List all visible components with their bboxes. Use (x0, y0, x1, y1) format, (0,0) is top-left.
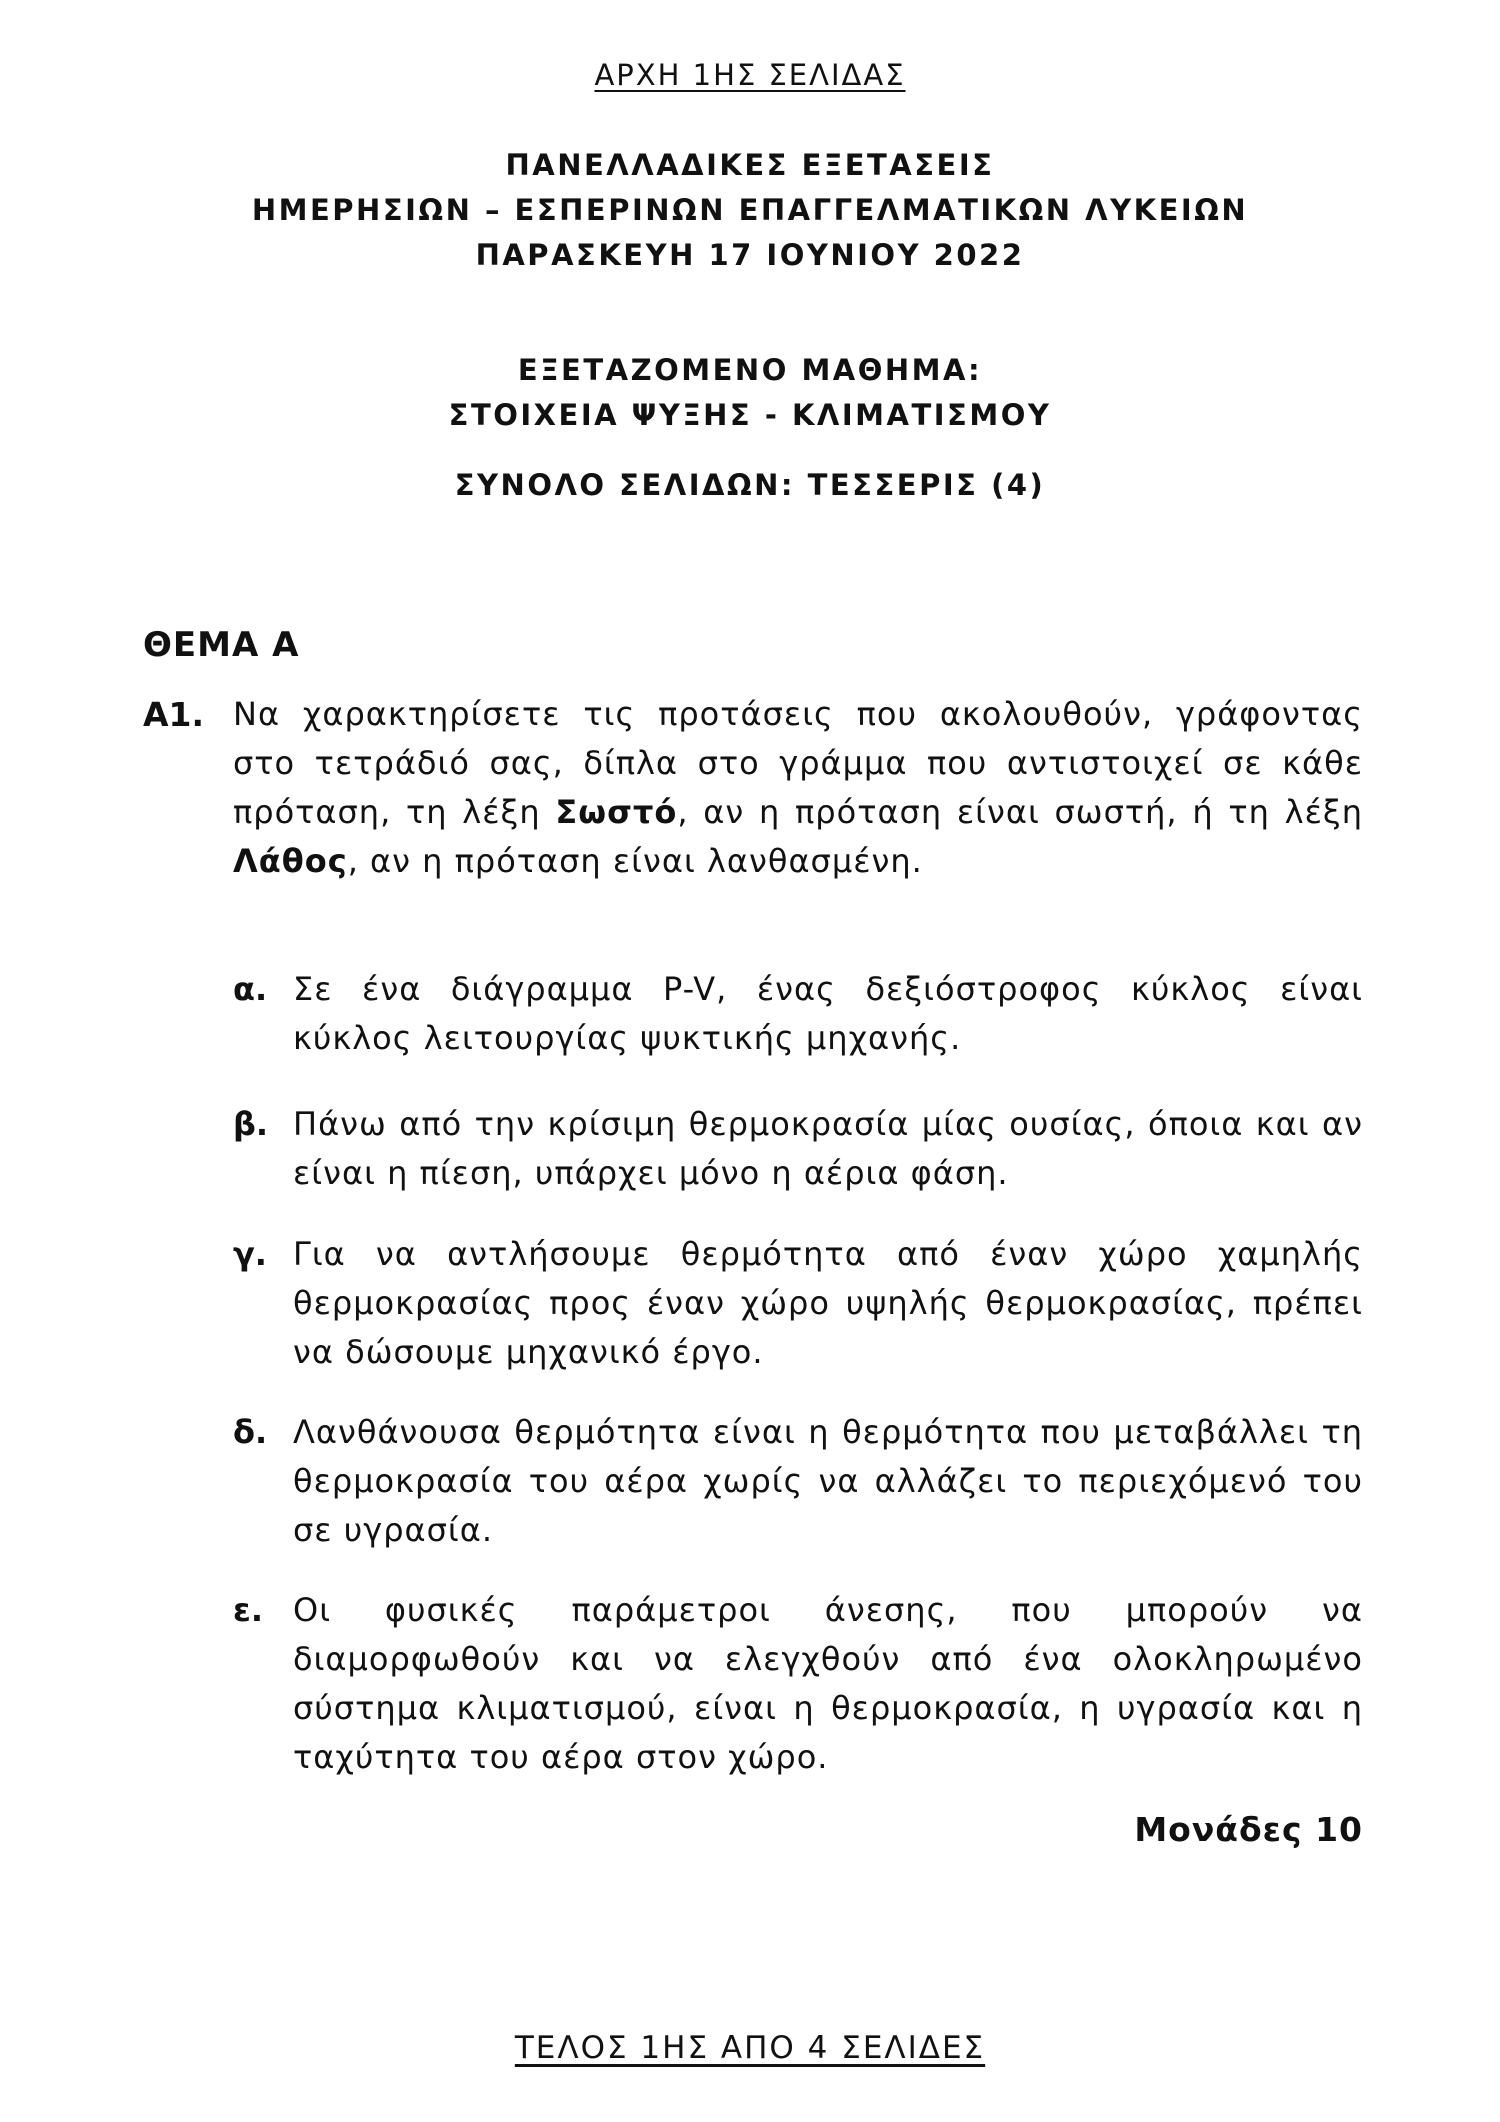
statement-text: Λανθάνουσα θερμότητα είναι η θερμότητα που μεταβάλλει τη θερμοκρασία του αέρα χωρίς να αλλάζει το περιεχόμενό του σε υγρασία. (293, 1413, 1363, 1549)
statement-letter: δ. (233, 1413, 268, 1451)
question-text (233, 690, 1363, 886)
statement-letter: α. (233, 970, 268, 1008)
exam-header (0, 143, 1500, 278)
page-footer: ΤΕΛΟΣ 1ΗΣ ΑΠΟ 4 ΣΕΛΙΔΕΣ (514, 2030, 986, 2066)
subject-block (0, 348, 1500, 438)
total-pages (0, 463, 1500, 508)
exam-header-line-3: ΠΑΡΑΣΚΕΥΗ 17 ΙΟΥΝΙΟΥ 2022 (475, 238, 1025, 272)
question-text-part1: Να χαρακτηρίσετε τις προτάσεις που ακολουθούν, γράφοντας στο τετράδιό σας, δίπλα στο γράμμα που αντιστοιχεί σε κάθε πρόταση, τη λέξη (233, 695, 1363, 831)
question-text-part3: , αν η πρόταση είναι λανθασμένη. (347, 842, 923, 880)
page-header: ΑΡΧΗ 1ΗΣ ΣΕΛΙΔΑΣ (594, 58, 906, 92)
subject-name: ΣΤΟΙΧΕΙΑ ΨΥΞΗΣ - ΚΛΙΜΑΤΙΣΜΟΥ (448, 398, 1052, 432)
statement-letter: ε. (233, 1591, 263, 1629)
statement-text: Πάνω από την κρίσιμη θερμοκρασία μίας ουσίας, όποια και αν είναι η πίεση, υπάρχει μόνο η αέρια φάση. (293, 1105, 1363, 1192)
keyword-wrong: Λάθος (233, 842, 348, 880)
exam-header-line-1: ΠΑΝΕΛΛΑΔΙΚΕΣ ΕΞΕΤΑΣΕΙΣ (505, 148, 995, 182)
question-text-part2: , αν η πρόταση είναι σωστή, ή τη λέξη (677, 793, 1364, 831)
statement-text: Για να αντλήσουμε θερμότητα από έναν χώρο χαμηλής θερμοκρασίας προς έναν χώρο υψηλής θερμοκρασίας, πρέπει να δώσουμε μηχανικό έργο. (293, 1235, 1363, 1371)
marks-label: Μονάδες 10 (1134, 1810, 1363, 1849)
exam-header-line-2: ΗΜΕΡΗΣΙΩΝ – ΕΣΠΕΡΙΝΩΝ ΕΠΑΓΓΕΛΜΑΤΙΚΩΝ ΛΥΚΕΙΩΝ (251, 193, 1249, 227)
statement-letter: γ. (233, 1235, 267, 1273)
statement-text: Σε ένα διάγραμμα P-V, ένας δεξιόστροφος κύκλος είναι κύκλος λειτουργίας ψυκτικής μηχανής. (293, 970, 1363, 1057)
total-pages-text: ΣΥΝΟΛΟ ΣΕΛΙΔΩΝ: ΤΕΣΣΕΡΙΣ (4) (454, 468, 1046, 502)
statement-letter: β. (233, 1105, 269, 1143)
question-number: Α1. (143, 695, 205, 734)
keyword-correct: Σωστό (555, 793, 678, 831)
statement-text: Οι φυσικές παράμετροι άνεσης, που μπορούν να διαμορφωθούν και να ελεγχθούν από ένα ολοκληρωμένο σύστημα κλιματισμού, είναι η θερμοκρασία, η υγρασία και η ταχύτητα του αέρα στον χώρο. (293, 1591, 1363, 1776)
subject-label: ΕΞΕΤΑΖΟΜΕΝΟ ΜΑΘΗΜΑ: (517, 353, 983, 387)
theme-title: ΘΕΜΑ Α (143, 625, 300, 665)
